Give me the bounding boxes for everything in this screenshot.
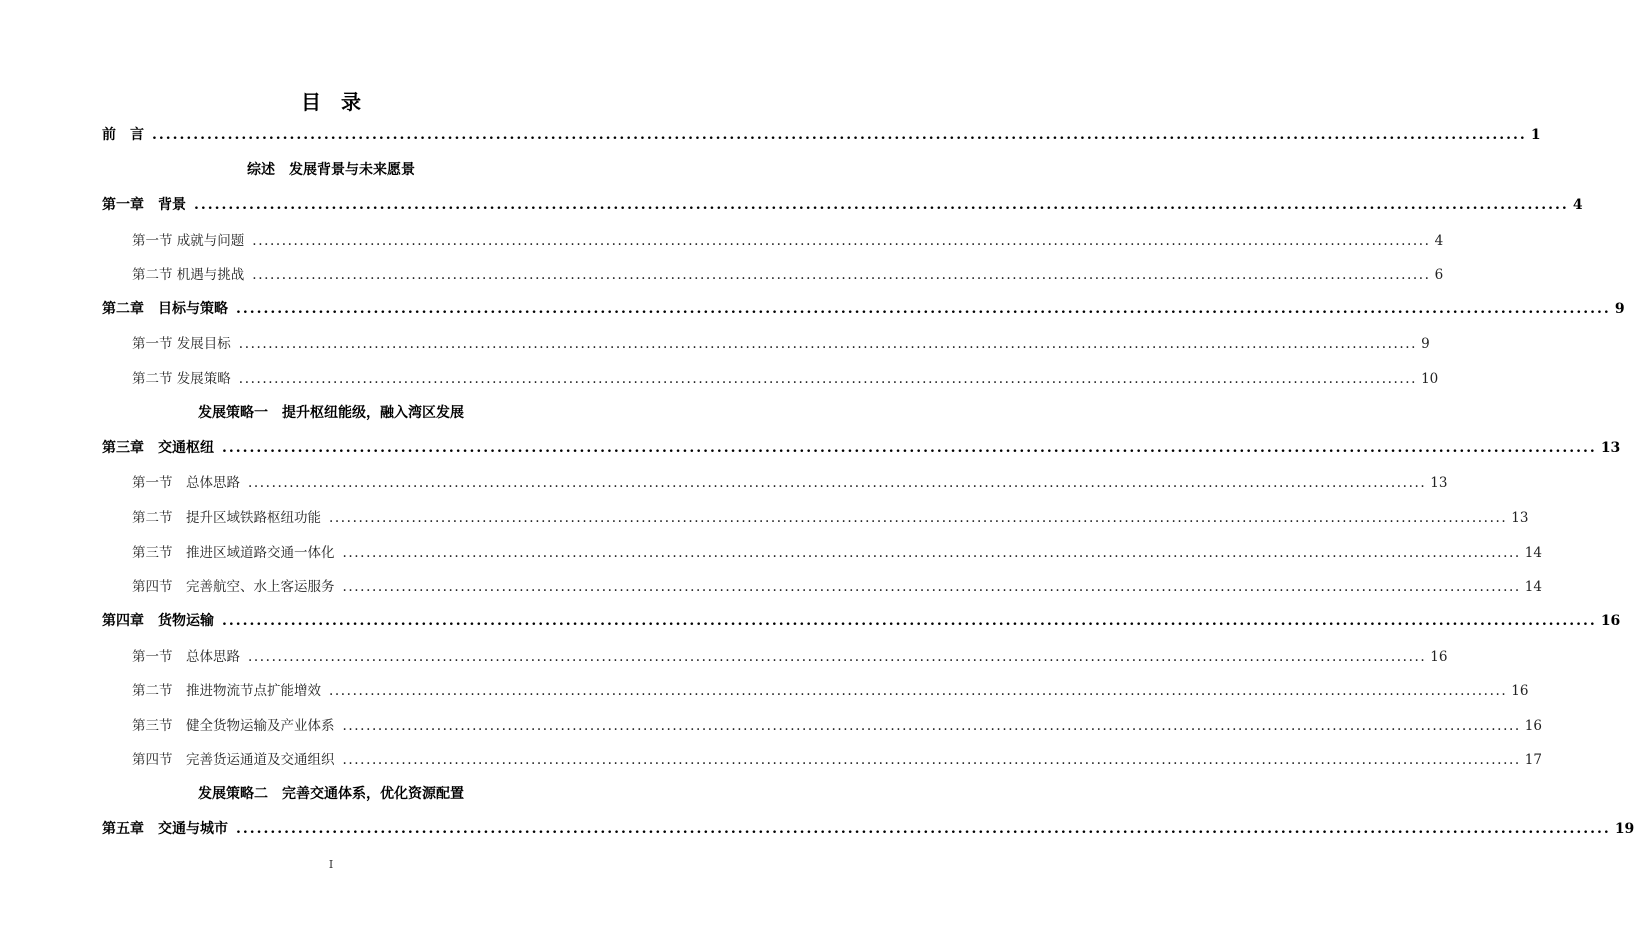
toc-page-number: 4 bbox=[1434, 233, 1444, 249]
toc-entry-label: 第四章 货物运输 bbox=[102, 613, 214, 629]
toc-leader-dots: ........................................................................................................................................................................................................ bbox=[248, 475, 1427, 491]
toc-page-number: 1 bbox=[1530, 127, 1541, 143]
toc-leader-dots: ........................................................................................................................................................................................................ bbox=[238, 336, 1418, 352]
toc-page-number: 19 bbox=[1614, 821, 1634, 837]
toc-entry-section[interactable] bbox=[132, 506, 1529, 526]
toc-page-number: 13 bbox=[1430, 475, 1448, 491]
toc-entry-label: 第三章 交通枢纽 bbox=[102, 440, 214, 456]
toc-page-number: 6 bbox=[1434, 267, 1444, 283]
toc-entry-preface[interactable] bbox=[102, 124, 1541, 144]
toc-entry-chapter-4[interactable] bbox=[102, 610, 1621, 630]
toc-leader-dots: ........................................................................................................................................................................................................ bbox=[252, 267, 1431, 283]
toc-entry-label: 第五章 交通与城市 bbox=[102, 821, 228, 837]
toc-entry-section[interactable] bbox=[132, 332, 1430, 352]
toc-entry-section[interactable] bbox=[132, 575, 1542, 595]
toc-entry-section[interactable] bbox=[132, 645, 1448, 665]
toc-page-number: 4 bbox=[1572, 197, 1583, 213]
toc-page-number: 9 bbox=[1614, 301, 1625, 317]
toc-entry-label: 第二章 目标与策略 bbox=[102, 301, 228, 317]
toc-leader-dots: ........................................................................................................................................................................................................ bbox=[236, 301, 1611, 317]
toc-leader-dots: ........................................................................................................................................................................................................ bbox=[236, 821, 1611, 837]
toc-page-number: 13 bbox=[1511, 510, 1529, 526]
toc-leader-dots: ........................................................................................................................................................................................................ bbox=[238, 371, 1418, 387]
toc-title: 目 录 bbox=[301, 90, 361, 114]
toc-page-number: 14 bbox=[1524, 579, 1542, 595]
toc-entry-label: 第二节 推进物流节点扩能增效 bbox=[132, 683, 321, 699]
toc-entry-label: 第一节 发展目标 bbox=[132, 336, 231, 352]
toc-page-number: 10 bbox=[1421, 371, 1439, 387]
toc-page-number: 16 bbox=[1430, 649, 1448, 665]
toc-entry-label: 第一章 背景 bbox=[102, 197, 186, 213]
toc-entry-chapter-2[interactable] bbox=[102, 298, 1625, 318]
toc-leader-dots: ........................................................................................................................................................................................................ bbox=[329, 510, 1508, 526]
toc-entry-label: 第一节 成就与问题 bbox=[132, 233, 245, 249]
toc-page-number: 16 bbox=[1524, 718, 1542, 734]
toc-leader-dots: ........................................................................................................................................................................................................ bbox=[252, 233, 1431, 249]
toc-entry-section[interactable] bbox=[132, 471, 1448, 491]
toc-entry-label: 第二节 发展策略 bbox=[132, 371, 231, 387]
toc-entry-section[interactable] bbox=[132, 263, 1444, 283]
toc-entry-label: 第二节 提升区域铁路枢纽功能 bbox=[132, 510, 321, 526]
toc-page-number: 16 bbox=[1600, 613, 1621, 629]
toc-leader-dots: ........................................................................................................................................................................................................ bbox=[248, 649, 1427, 665]
toc-part-heading: 综述 发展背景与未来愿景 bbox=[247, 162, 415, 178]
toc-leader-dots: ........................................................................................................................................................................................................ bbox=[222, 440, 1597, 456]
toc-leader-dots: ........................................................................................................................................................................................................ bbox=[194, 197, 1569, 213]
toc-leader-dots: ........................................................................................................................................................................................................ bbox=[342, 579, 1521, 595]
toc-leader-dots: ........................................................................................................................................................................................................ bbox=[342, 718, 1521, 734]
toc-entry-section[interactable] bbox=[132, 229, 1444, 249]
toc-part-heading: 发展策略二 完善交通体系，优化资源配置 bbox=[198, 786, 464, 802]
toc-leader-dots: ........................................................................................................................................................................................................ bbox=[152, 127, 1527, 143]
toc-entry-section[interactable] bbox=[132, 679, 1529, 699]
toc-entry-chapter-1[interactable] bbox=[102, 194, 1583, 214]
toc-leader-dots: ........................................................................................................................................................................................................ bbox=[342, 545, 1521, 561]
toc-entry-section[interactable] bbox=[132, 367, 1439, 387]
toc-page-number: 9 bbox=[1421, 336, 1430, 352]
toc-leader-dots: ........................................................................................................................................................................................................ bbox=[329, 683, 1508, 699]
toc-entry-label: 第三节 推进区域道路交通一体化 bbox=[132, 545, 335, 561]
toc-entry-label: 第四节 完善货运通道及交通组织 bbox=[132, 752, 335, 768]
toc-entry-label: 第一节 总体思路 bbox=[132, 475, 240, 491]
toc-entry-label: 第二节 机遇与挑战 bbox=[132, 267, 245, 283]
toc-part-heading: 发展策略一 提升枢纽能级，融入湾区发展 bbox=[198, 405, 464, 421]
toc-entry-section[interactable] bbox=[132, 541, 1542, 561]
toc-entry-section[interactable] bbox=[132, 714, 1542, 734]
toc-leader-dots: ........................................................................................................................................................................................................ bbox=[342, 752, 1521, 768]
toc-entry-chapter-5[interactable] bbox=[102, 818, 1634, 838]
toc-page-number: 14 bbox=[1524, 545, 1542, 561]
toc-entry-label: 前 言 bbox=[102, 127, 144, 143]
toc-entry-label: 第三节 健全货物运输及产业体系 bbox=[132, 718, 335, 734]
page-footer-number: I bbox=[328, 858, 334, 871]
toc-page-number: 17 bbox=[1524, 752, 1542, 768]
toc-entry-label: 第一节 总体思路 bbox=[132, 649, 240, 665]
toc-page-number: 13 bbox=[1600, 440, 1621, 456]
toc-entry-chapter-3[interactable] bbox=[102, 437, 1621, 457]
toc-leader-dots: ........................................................................................................................................................................................................ bbox=[222, 613, 1597, 629]
toc-page-number: 16 bbox=[1511, 683, 1529, 699]
toc-entry-section[interactable] bbox=[132, 748, 1542, 768]
toc-entry-label: 第四节 完善航空、水上客运服务 bbox=[132, 579, 335, 595]
